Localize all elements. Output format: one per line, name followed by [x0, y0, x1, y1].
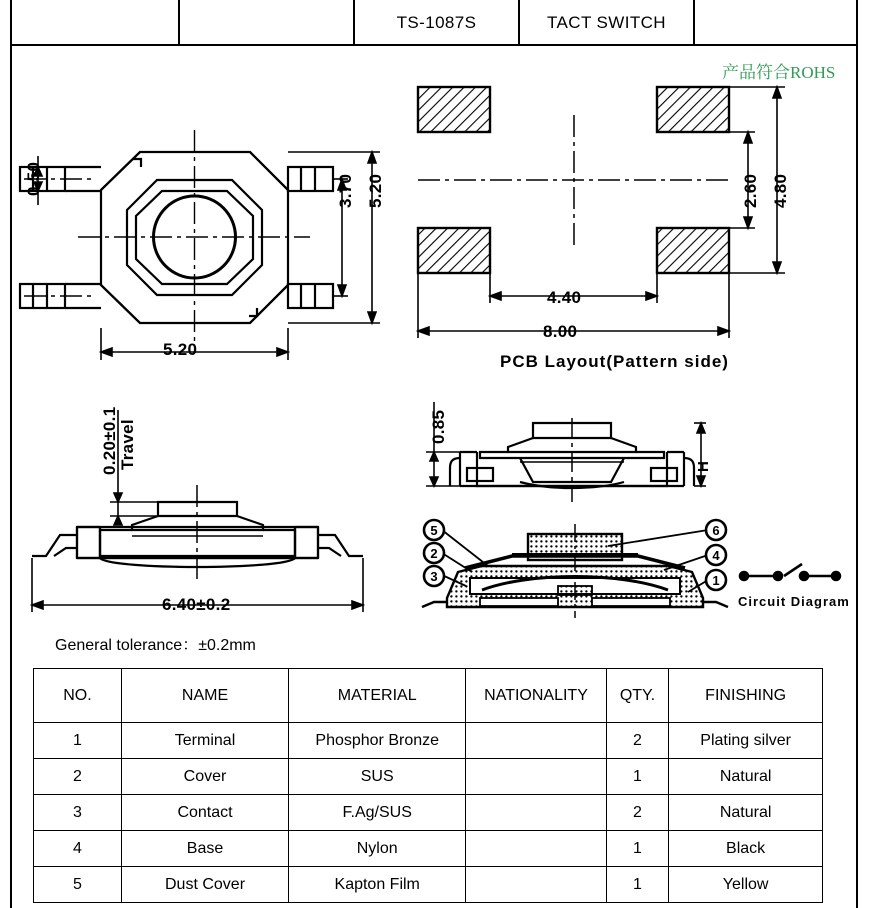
front-view-height-label-H: H: [695, 460, 712, 472]
cell-nationality: [466, 723, 606, 759]
cell-nationality: [466, 795, 606, 831]
table-row: [34, 759, 823, 795]
cell-name: Contact: [121, 795, 288, 831]
top-view-drawing: [0, 60, 400, 380]
table-row: [34, 723, 823, 759]
side-view-width-dim: 6.40±0.2: [162, 595, 231, 614]
table-row: [34, 795, 823, 831]
column-header-name: NAME: [121, 669, 288, 723]
cell-no: 3: [34, 795, 122, 831]
cell-no: 2: [34, 759, 122, 795]
cell-no: 5: [34, 867, 122, 903]
frame-border-right: [856, 0, 858, 908]
column-header-finishing: FINISHING: [669, 669, 823, 723]
top-view-dim-5-20-width: 5.20: [163, 340, 198, 359]
cell-name: Base: [121, 831, 288, 867]
cell-qty: 1: [606, 867, 669, 903]
cell-nationality: [466, 759, 606, 795]
svg-text:3: 3: [430, 569, 438, 584]
front-view-drawing: [420, 390, 720, 510]
title-cell-blank-3: [695, 0, 858, 45]
title-cell-product-name: TACT SWITCH: [547, 12, 666, 32]
cell-name: Cover: [121, 759, 288, 795]
cell-qty: 1: [606, 831, 669, 867]
pcb-dim-8-00: 8.00: [543, 322, 578, 341]
pcb-dim-2-60: 2.60: [741, 173, 760, 208]
svg-text:4: 4: [712, 548, 720, 563]
table-row: [34, 867, 823, 903]
pcb-dim-4-80: 4.80: [771, 173, 790, 208]
cross-section-callouts: [420, 510, 740, 620]
cell-finishing: Natural: [669, 795, 823, 831]
rohs-compliance-label: 产品符合ROHS: [722, 63, 836, 82]
cell-material: Kapton Film: [289, 867, 466, 903]
cell-name: Terminal: [121, 723, 288, 759]
side-view-travel-label: Travel: [118, 419, 137, 470]
table-row: [34, 831, 823, 867]
cell-nationality: [466, 867, 606, 903]
pcb-layout-caption: PCB Layout(Pattern side): [500, 352, 729, 371]
svg-text:6: 6: [712, 523, 720, 538]
svg-text:5: 5: [430, 523, 438, 538]
column-header-no: NO.: [34, 669, 122, 723]
side-view-travel-dim: 0.20±0.1: [100, 406, 119, 475]
pcb-dim-4-40: 4.40: [547, 288, 582, 307]
top-view-dim-0-50: 0.50: [24, 161, 43, 196]
cell-material: Nylon: [289, 831, 466, 867]
cell-qty: 2: [606, 723, 669, 759]
table-header-row: [34, 669, 823, 723]
front-view-dim-0-85: 0.85: [429, 409, 448, 444]
cell-material: Phosphor Bronze: [289, 723, 466, 759]
column-header-qty: QTY.: [606, 669, 669, 723]
cell-no: 4: [34, 831, 122, 867]
cell-no: 1: [34, 723, 122, 759]
title-cell-blank-1: [10, 0, 178, 45]
title-block: [10, 0, 858, 46]
cell-finishing: Black: [669, 831, 823, 867]
cell-material: F.Ag/SUS: [289, 795, 466, 831]
cell-name: Dust Cover: [121, 867, 288, 903]
top-view-dim-5-20-height: 5.20: [366, 173, 385, 208]
general-tolerance-note: General tolerance：±0.2mm: [55, 637, 256, 654]
title-cell-blank-2: [180, 0, 353, 45]
cell-finishing: Plating silver: [669, 723, 823, 759]
cell-finishing: Natural: [669, 759, 823, 795]
pcb-layout-drawing: [400, 60, 820, 380]
svg-text:2: 2: [430, 546, 438, 561]
cell-material: SUS: [289, 759, 466, 795]
column-header-material: MATERIAL: [289, 669, 466, 723]
circuit-diagram-caption: Circuit Diagram: [738, 594, 850, 609]
cell-qty: 2: [606, 795, 669, 831]
cell-qty: 1: [606, 759, 669, 795]
bill-of-materials-table: [33, 668, 823, 903]
svg-text:1: 1: [712, 573, 720, 588]
column-header-nationality: NATIONALITY: [466, 669, 606, 723]
cell-finishing: Yellow: [669, 867, 823, 903]
title-cell-part-number: TS-1087S: [396, 12, 477, 32]
top-view-dim-3-70: 3.70: [336, 173, 355, 208]
cell-nationality: [466, 831, 606, 867]
